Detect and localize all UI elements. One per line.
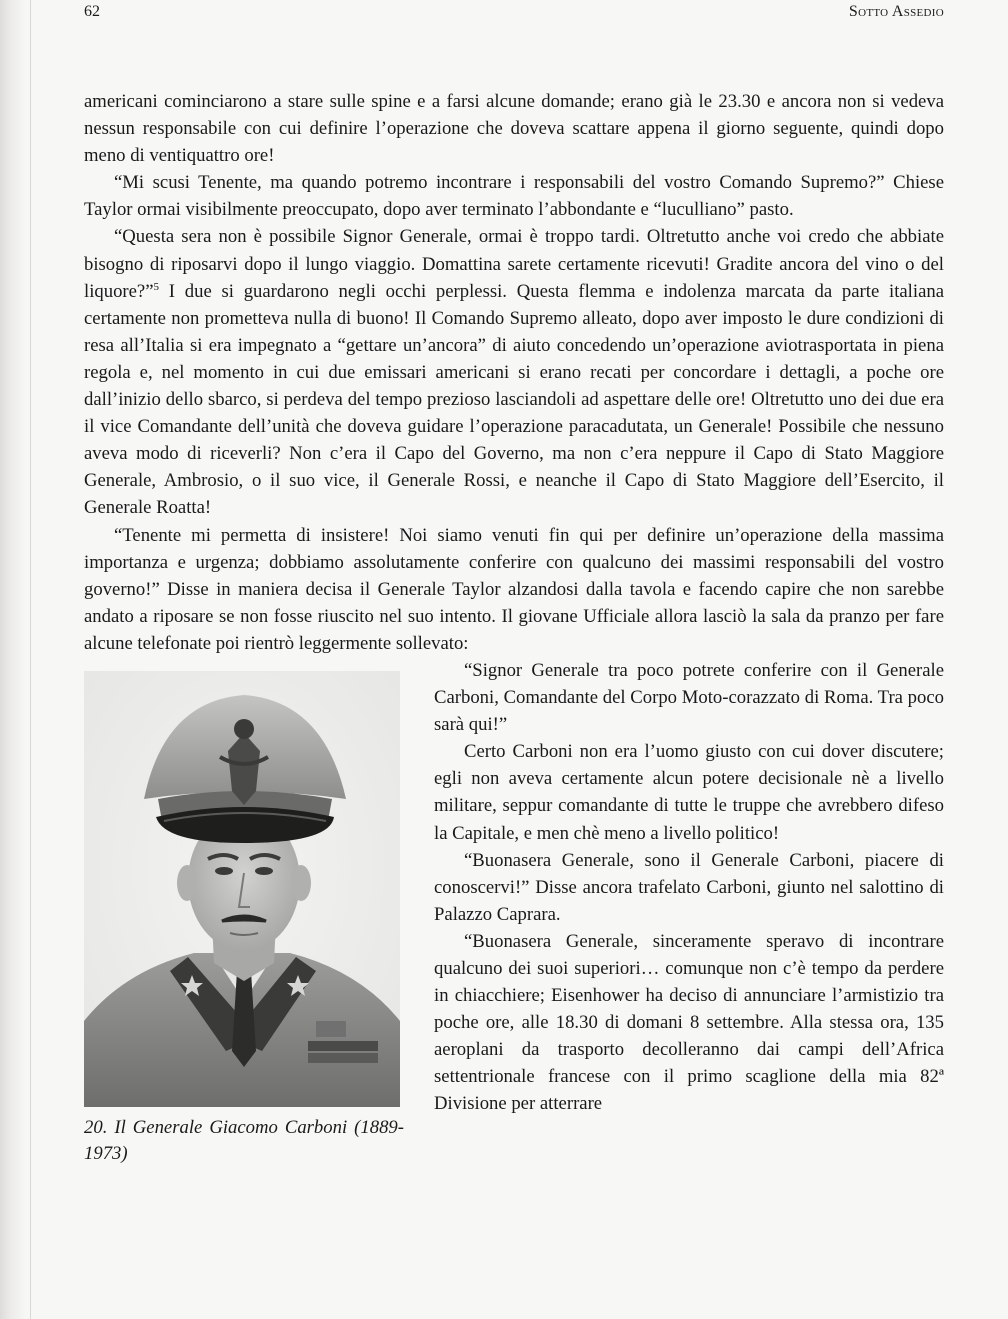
figure-20 — [84, 663, 404, 1167]
paragraph-1: americani cominciarono a stare sulle spine e a farsi alcune domande; erano già le 23.30 e ancora non si vedeva nessun responsabile con cui definire l’operazione che doveva scattare appena il giorno seguente, quindi dopo meno di ventiquattro ore! — [84, 91, 944, 167]
paragraph-6: Certo Carboni non era l’uomo giusto con cui dover discutere; egli non aveva certamente alcun potere decisionale nè a livello militare, seppur comandante di tutte le truppe che avrebbero difeso la Capitale, e men chè meno a livello politico! — [434, 741, 944, 844]
page-number: 62 — [84, 3, 100, 20]
footnote-marker: 5 — [153, 280, 160, 293]
book-gutter-shadow — [0, 0, 26, 1319]
paragraph-7: “Buonasera Generale, sono il Generale Carboni, piacere di conoscervi!” Disse ancora trafelato Carboni, giunto nel salottino di Palazzo Caprara. — [434, 849, 944, 925]
paragraph-3-end: I due si guardarono negli occhi perplessi. Questa flemma e indolenza marcata da parte italiana certamente non prometteva nulla di buono! Il Comando Supremo alleato, dopo aver imposto le dure condizioni di resa all’Italia si era impegnato a “gettare un’ancora” di aiuto concedendo un’operazione aviotrasportata in piena regola e, nel momento in cui due emissari americani si erano recati per concordare i dettagli, a poche ore dall’inizio dello sbarco, si perdeva del tempo prezioso lasciandoli ad aspettare delle ore! Oltretutto uno dei due era il vice Comandante dell’unità che doveva guidare l’operazione paracadutata, un Generale! Possibile che nessuno aveva modo di riceverli? Non c’era il Capo del Governo, ma non c’era neppure il Capo di Stato Maggiore Generale, Ambrosio, o il suo vice, il Generale Rossi, e neanche il Capo di Stato Maggiore dell’Esercito, il Generale Roatta! — [84, 280, 944, 519]
paragraph-5: “Signor Generale tra poco potrete conferire con il Generale Carboni, Comandante del Corpo Moto-corazzato di Roma. Tra poco sarà qui!” — [434, 659, 944, 736]
paragraph-3 — [84, 223, 944, 521]
paragraph-8: “Buonasera Generale, sinceramente speravo di incontrare qualcuno dei suoi superiori… comunque non c’è tempo da perdere in chiacchiere; Eisenhower ha deciso di annunciare l’armistizio tra poche ore, alle 18.30 di domani 8 settembre. Alla stessa ora, 135 aeroplani da trasporto decolleranno dai campi dell’Africa settentrionale francese con il primo scaglione della mia 82ª Divisione per atterrare — [434, 930, 944, 1115]
paragraph-4: “Tenente mi permetta di insistere! Noi siamo venuti fin qui per definire un’operazione della massima importanza e urgenza; dobbiamo assolutamente conferire con qualcuno dei massimi responsabili del vostro governo!” Disse in maniera decisa il Generale Taylor alzandosi dalla tavola e facendo capire che non sarebbe andato a riposare se non fosse riuscito nel suo intento. Il giovane Ufficiale allora lasciò la sala da pranzo per fare alcune telefonate poi rientrò leggermente sollevato: — [84, 524, 944, 654]
figure-caption: 20. Il Generale Giacomo Carboni (1889-1973) — [84, 1116, 404, 1164]
portrait-photo — [84, 671, 400, 1107]
body-text — [84, 88, 944, 1167]
paragraph-3-start: “Questa sera non è possibile Signor Generale, ormai è troppo tardi. Oltretutto anche voi credo che abbiate bisogno di riposarvi dopo il lungo viaggio. Domattina sarete certamente ricevuti! Gradite ancora del vino o del liquore?” — [84, 226, 944, 302]
gutter-line — [30, 0, 31, 1319]
running-head — [84, 3, 944, 25]
paragraph-2: “Mi scusi Tenente, ma quando potremo incontrare i responsabili del vostro Comando Supremo?” Chiese Taylor ormai visibilmente preoccupato, dopo aver terminato l’abbondante e “luculliano” pasto. — [84, 172, 944, 221]
running-title: Sotto Assedio — [848, 3, 944, 20]
